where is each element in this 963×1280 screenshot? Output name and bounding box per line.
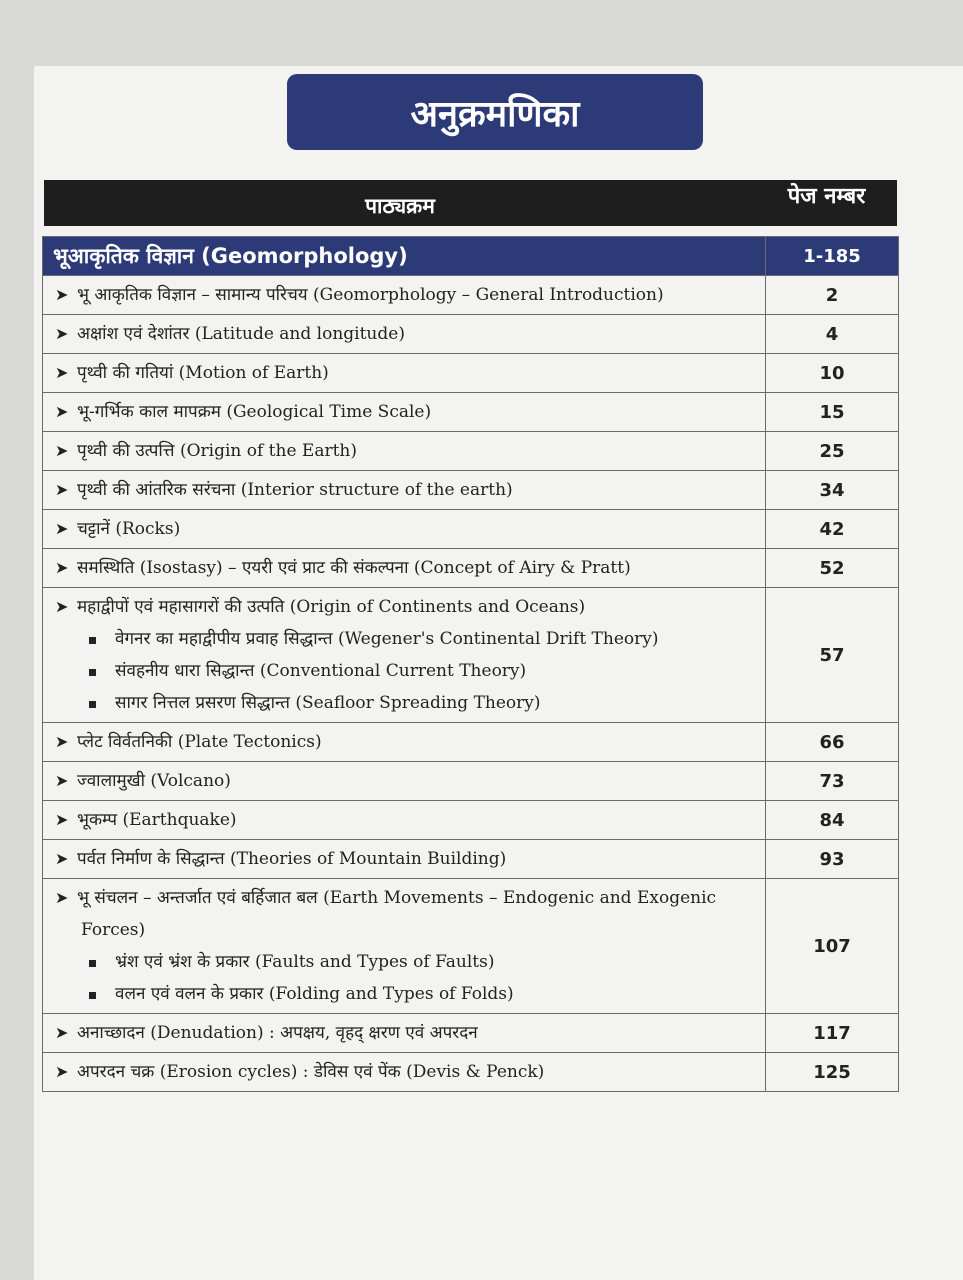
topic-entry xyxy=(55,591,757,623)
topic-text: प्लेट विर्वतनिकी (Plate Tectonics) xyxy=(77,732,322,752)
arrow-bullet-icon: ➤ xyxy=(55,441,69,460)
topic-text: पृथ्वी की आंतरिक सरंचना (Interior structure of the earth) xyxy=(77,480,513,500)
arrow-bullet-icon: ➤ xyxy=(55,888,69,907)
square-bullet-icon xyxy=(89,669,96,676)
arrow-bullet-icon: ➤ xyxy=(55,402,69,421)
table-row xyxy=(43,510,899,549)
topic-entry xyxy=(55,474,757,506)
topic-cell xyxy=(43,801,766,840)
topic-text: भूकम्प (Earthquake) xyxy=(77,810,237,830)
arrow-bullet-icon: ➤ xyxy=(55,324,69,343)
topic-cell xyxy=(43,549,766,588)
arrow-bullet-icon: ➤ xyxy=(55,810,69,829)
page-number: 107 xyxy=(766,879,899,1014)
topic-text: महाद्वीपों एवं महासागरों की उत्पति (Origin of Continents and Oceans) xyxy=(77,597,586,617)
section-row xyxy=(43,237,899,276)
subtopic-entry xyxy=(81,978,757,1010)
topic-text: पृथ्वी की गतियां (Motion of Earth) xyxy=(77,363,329,383)
topic-text: भू संचलन – अन्तर्जात एवं बर्हिजात बल (Earth Movements – Endogenic and Exogenic Forces) xyxy=(77,888,717,940)
page-number: 84 xyxy=(766,801,899,840)
topic-entry xyxy=(55,726,757,758)
topic-entry xyxy=(55,765,757,797)
table-row xyxy=(43,354,899,393)
arrow-bullet-icon: ➤ xyxy=(55,732,69,751)
topic-entry xyxy=(55,1056,757,1088)
page-number: 15 xyxy=(766,393,899,432)
topic-entry xyxy=(55,882,757,946)
topic-text: भू-गर्भिक काल मापक्रम (Geological Time Scale) xyxy=(77,402,432,422)
topic-cell xyxy=(43,762,766,801)
topic-text: अपरदन चक्र (Erosion cycles) : डेविस एवं पेंक (Devis & Penck) xyxy=(77,1062,545,1082)
subtopic-entry xyxy=(81,623,757,655)
subtopic-text: संवहनीय धारा सिद्धान्त (Conventional Current Theory) xyxy=(115,661,527,681)
subtopic-entry xyxy=(81,655,757,687)
topic-entry xyxy=(55,513,757,545)
table-row xyxy=(43,1053,899,1092)
page-number: 4 xyxy=(766,315,899,354)
table-row xyxy=(43,432,899,471)
table-row xyxy=(43,393,899,432)
subtopic-entry xyxy=(81,946,757,978)
header-page: पेज नम्बर xyxy=(787,184,866,209)
table-row xyxy=(43,1014,899,1053)
arrow-bullet-icon: ➤ xyxy=(55,558,69,577)
table-row xyxy=(43,549,899,588)
page-title: अनुक्रमणिका xyxy=(287,74,703,150)
table-row xyxy=(43,879,899,1014)
square-bullet-icon xyxy=(89,960,96,967)
table-row xyxy=(43,762,899,801)
topic-cell xyxy=(43,1014,766,1053)
topic-entry xyxy=(55,843,757,875)
square-bullet-icon xyxy=(89,637,96,644)
table-row xyxy=(43,588,899,723)
arrow-bullet-icon: ➤ xyxy=(55,1062,69,1081)
topic-text: पर्वत निर्माण के सिद्धान्त (Theories of Mountain Building) xyxy=(77,849,507,869)
page-number: 93 xyxy=(766,840,899,879)
page-number: 125 xyxy=(766,1053,899,1092)
topic-entry xyxy=(55,1017,757,1049)
arrow-bullet-icon: ➤ xyxy=(55,363,69,382)
page-number: 66 xyxy=(766,723,899,762)
subtopic-text: वलन एवं वलन के प्रकार (Folding and Types of Folds) xyxy=(115,984,514,1004)
topic-entry xyxy=(55,357,757,389)
subtopic-text: भ्रंश एवं भ्रंश के प्रकार (Faults and Types of Faults) xyxy=(115,952,495,972)
topic-text: अनाच्छादन (Denudation) : अपक्षय, वृहद् क्षरण एवं अपरदन xyxy=(77,1023,478,1043)
topic-entry xyxy=(55,396,757,428)
square-bullet-icon xyxy=(89,701,96,708)
subtopic-text: वेगनर का महाद्वीपीय प्रवाह सिद्धान्त (Wegener's Continental Drift Theory) xyxy=(115,629,659,649)
topic-cell xyxy=(43,471,766,510)
topic-cell xyxy=(43,723,766,762)
subtopic-entry xyxy=(81,687,757,719)
table-row xyxy=(43,723,899,762)
page-number: 42 xyxy=(766,510,899,549)
arrow-bullet-icon: ➤ xyxy=(55,480,69,499)
page-number: 73 xyxy=(766,762,899,801)
page-number: 52 xyxy=(766,549,899,588)
table-row xyxy=(43,315,899,354)
arrow-bullet-icon: ➤ xyxy=(55,285,69,304)
page-number: 57 xyxy=(766,588,899,723)
topic-cell xyxy=(43,879,766,1014)
topic-cell xyxy=(43,315,766,354)
section-pages: 1-185 xyxy=(766,237,899,276)
topic-cell xyxy=(43,432,766,471)
topic-entry xyxy=(55,552,757,584)
header-topic: पाठ्यक्रम xyxy=(365,194,435,218)
topic-text: भू आकृतिक विज्ञान – सामान्य परिचय (Geomorphology – General Introduction) xyxy=(77,285,664,305)
topic-cell xyxy=(43,393,766,432)
topic-text: चट्टानें (Rocks) xyxy=(77,519,181,539)
topic-cell xyxy=(43,1053,766,1092)
page-number: 10 xyxy=(766,354,899,393)
arrow-bullet-icon: ➤ xyxy=(55,771,69,790)
topic-cell xyxy=(43,840,766,879)
arrow-bullet-icon: ➤ xyxy=(55,849,69,868)
topic-cell xyxy=(43,588,766,723)
table-row xyxy=(43,471,899,510)
topic-text: समस्थिति (Isostasy) – एयरी एवं प्राट की संकल्पना (Concept of Airy & Pratt) xyxy=(77,558,631,578)
page-number: 34 xyxy=(766,471,899,510)
topic-text: अक्षांश एवं देशांतर (Latitude and longitude) xyxy=(77,324,405,344)
topic-cell xyxy=(43,354,766,393)
topic-cell xyxy=(43,510,766,549)
book-page xyxy=(34,66,963,1280)
section-title: भूआकृतिक विज्ञान (Geomorphology) xyxy=(43,237,766,276)
contents-table xyxy=(42,236,899,1092)
table-row xyxy=(43,840,899,879)
arrow-bullet-icon: ➤ xyxy=(55,519,69,538)
arrow-bullet-icon: ➤ xyxy=(55,597,69,616)
page-number: 25 xyxy=(766,432,899,471)
page-number: 117 xyxy=(766,1014,899,1053)
topic-entry xyxy=(55,279,757,311)
topic-text: ज्वालामुखी (Volcano) xyxy=(77,771,231,791)
table-header xyxy=(44,180,897,226)
topic-text: पृथ्वी की उत्पत्ति (Origin of the Earth) xyxy=(77,441,358,461)
topic-entry xyxy=(55,318,757,350)
page-number: 2 xyxy=(766,276,899,315)
table-row xyxy=(43,276,899,315)
table-row xyxy=(43,801,899,840)
arrow-bullet-icon: ➤ xyxy=(55,1023,69,1042)
topic-entry xyxy=(55,435,757,467)
topic-cell xyxy=(43,276,766,315)
topic-entry xyxy=(55,804,757,836)
square-bullet-icon xyxy=(89,992,96,999)
subtopic-text: सागर नित्तल प्रसरण सिद्धान्त (Seafloor Spreading Theory) xyxy=(115,693,541,713)
